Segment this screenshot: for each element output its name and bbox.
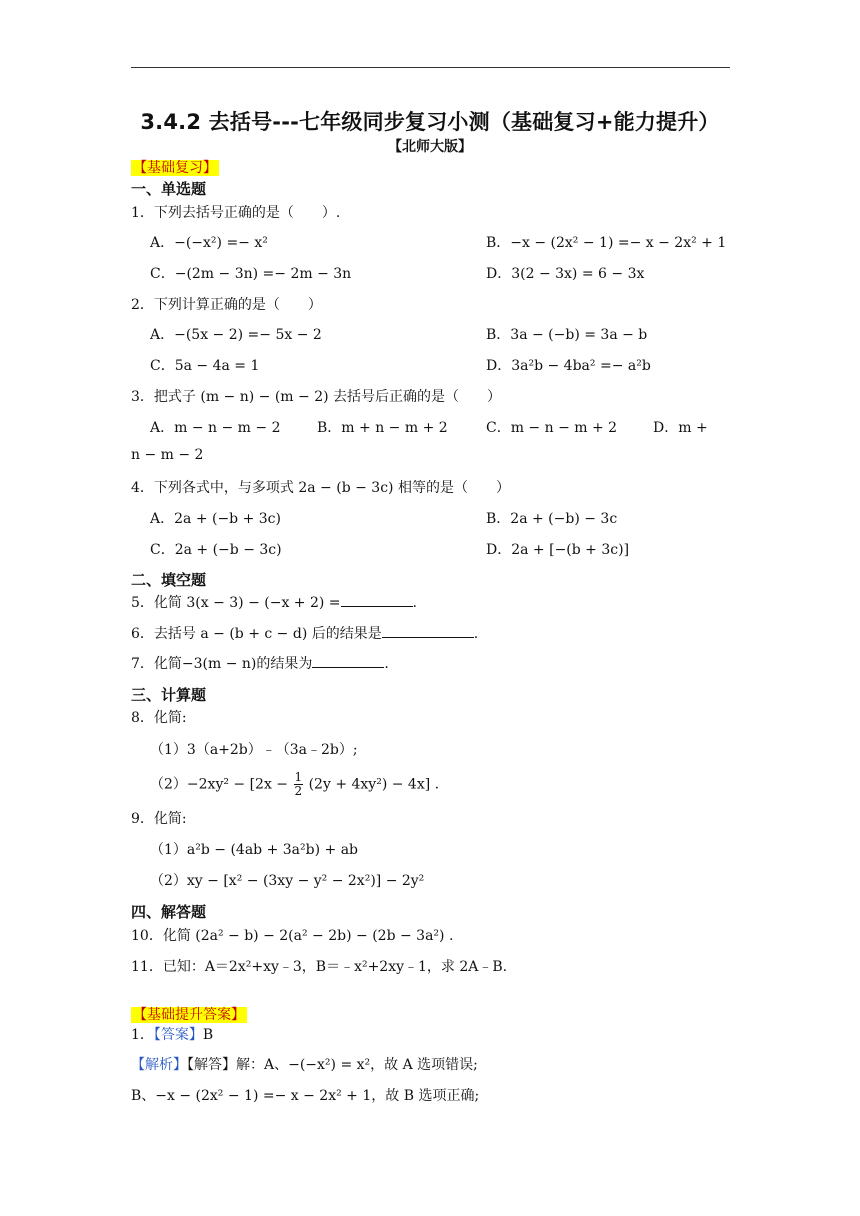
answer-blank[interactable] [382, 623, 474, 638]
question-2-option-c: C．5a − 4a = 1 [150, 358, 260, 374]
question-6 [131, 623, 478, 643]
question-9-stem: 9．化简: [131, 811, 187, 827]
header-rule [131, 67, 730, 68]
question-6-text: 6．去括号 a − (b + c − d) 后的结果是 [131, 626, 382, 642]
answer-1-analysis [131, 1054, 478, 1074]
question-4-option-c: C．2a + (−b − 3c) [150, 542, 282, 558]
question-1-stem: 1．下列去括号正确的是（ ）. [131, 205, 341, 221]
fraction-numerator: 1 [294, 770, 303, 784]
question-1-option-b: B．−x − (2x² − 1) =− x − 2x² + 1 [486, 235, 727, 251]
question-2-option-d: D．3a²b − 4ba² =− a²b [486, 358, 651, 374]
question-3-option-d-continued: n − m − 2 [131, 447, 204, 463]
answers-label: 【基础提升答案】 [133, 1007, 245, 1023]
question-3-option-a: A．m − n − m − 2 [150, 420, 281, 436]
answer-1-value: B [202, 1027, 214, 1043]
fraction-one-half [294, 771, 304, 798]
question-5-period: . [412, 595, 417, 611]
question-8-part-1: （1）3（a+2b）﹣（3a﹣2b）; [150, 742, 358, 758]
question-5-text: 5．化简 3(x − 3) − (−x + 2) = [131, 595, 341, 611]
question-9-part-1: （1）a²b − (4ab + 3a²b) + ab [150, 842, 358, 858]
question-2-option-b: B．3a − (−b) = 3a − b [486, 327, 648, 343]
section-heading-single-choice: 一、单选题 [131, 180, 207, 198]
question-4-stem: 4．下列各式中，与多项式 2a − (b − 3c) 相等的是（ ） [131, 480, 510, 496]
question-10: 10．化简 (2a² − b) − 2(a² − 2b) − (2b − 3a²) . [131, 928, 454, 944]
question-7-text: 7．化简−3(m − n)的结果为 [131, 656, 313, 672]
question-7 [131, 653, 389, 673]
answer-tag: 【答案】 [153, 1027, 203, 1043]
question-1-option-a: A．−(−x²) =− x² [150, 235, 268, 251]
answer-1-analysis-option-b: B、−x − (2x² − 1) =− x − 2x² + 1，故 B 选项正确; [131, 1088, 480, 1104]
question-6-period: . [473, 626, 479, 642]
question-4-option-b: B．2a + (−b) − 3c [486, 511, 618, 527]
question-8-part-2-tail: (2y + 4xy²) − 4x] . [308, 776, 440, 793]
question-3-option-d: D．m + [653, 420, 708, 436]
answer-blank[interactable] [312, 653, 384, 668]
question-8-part-2-lead: （2）−2xy² − [2x − [150, 776, 289, 793]
question-4-option-d: D．2a + [−(b + 3c)] [486, 542, 630, 558]
analysis-tag: 【解析】 [131, 1057, 187, 1073]
page-subtitle: 【北师大版】 [388, 139, 472, 155]
basic-review-label: 【基础复习】 [133, 160, 217, 176]
question-2-stem: 2．下列计算正确的是（ ） [131, 297, 322, 313]
question-4-option-a: A．2a + (−b + 3c) [150, 511, 281, 527]
question-8-part-2 [150, 771, 439, 798]
question-1-option-d: D．3(2 − 3x) = 6 − 3x [486, 266, 645, 282]
section-heading-answer: 四、解答题 [131, 903, 207, 921]
question-3-option-c: C．m − n − m + 2 [486, 420, 618, 436]
question-1-option-c: C．−(2m − 3n) =− 2m − 3n [150, 266, 352, 282]
section-heading-fill-blank: 二、填空题 [131, 571, 207, 589]
fraction-denominator: 2 [294, 784, 303, 798]
section-heading-calculation: 三、计算题 [131, 686, 207, 704]
answers-tag [131, 1004, 247, 1024]
question-9-part-2: （2）xy − [x² − (3xy − y² − 2x²)] − 2y² [150, 873, 425, 889]
analysis-text: 【解答】解：A、−(−x²) = x²，故 A 选项错误; [187, 1057, 478, 1073]
question-7-period: . [384, 656, 389, 672]
question-3-option-b: B．m + n − m + 2 [317, 420, 448, 436]
question-2-option-a: A．−(5x − 2) =− 5x − 2 [150, 327, 322, 343]
page-title: 3.4.2 去括号---七年级同步复习小测（基础复习+能力提升） [140, 110, 720, 134]
question-5 [131, 592, 417, 612]
question-8-stem: 8．化简: [131, 710, 187, 726]
question-3-stem: 3．把式子 (m − n) − (m − 2) 去括号后正确的是（ ） [131, 389, 502, 405]
basic-review-tag [131, 157, 219, 177]
answer-1-number: 1． [131, 1027, 154, 1043]
question-11: 11．已知：A＝2x²+xy﹣3，B＝﹣x²+2xy﹣1，求 2A﹣B. [131, 959, 508, 975]
answer-blank[interactable] [341, 592, 413, 607]
answer-1 [131, 1024, 213, 1044]
